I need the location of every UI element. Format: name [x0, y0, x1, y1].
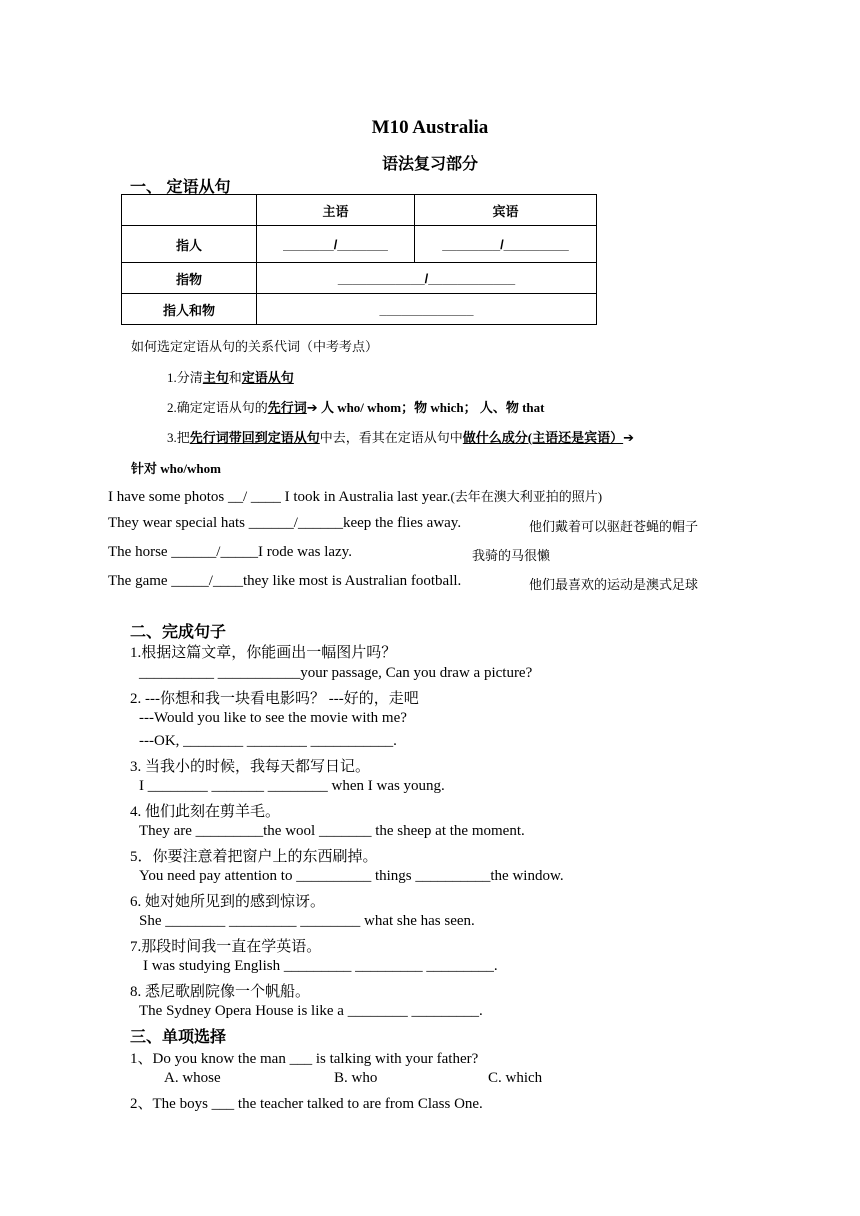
section1-heading: 一、 定语从句	[130, 179, 231, 196]
s2-q4-en: They are _________the wool _______ the sheep at the moment.	[139, 823, 525, 839]
table-header-object: 宾语	[415, 195, 597, 226]
section2-heading: 二、完成句子	[130, 624, 227, 641]
s2-q7-en: I was studying English _________ _________ _________.	[143, 958, 498, 974]
step-3: 3.把先行词带回到定语从句中去，看其在定语从句中做什么成分(主语还是宾语）➔	[167, 430, 635, 446]
s2-q3-zh: 3. 当我小的时候，我每天都写日记。	[130, 759, 371, 775]
s2-q6-zh: 6. 她对她所见到的感到惊讶。	[130, 894, 326, 910]
how-to-note: 如何选定定语从句的关系代词（中考考点）	[131, 339, 379, 354]
right-arrow-icon: ➔	[306, 401, 318, 416]
row-label-thing: 指物	[122, 263, 257, 294]
row-label-person: 指人	[122, 226, 257, 263]
s2-q5-zh: 5．你要注意着把窗户上的东西刷掉。	[130, 849, 378, 865]
cell-person-thing-merged: _____________	[257, 294, 597, 325]
example-3: The horse ______/_____I rode was lazy.	[108, 544, 352, 560]
right-arrow-icon: ➔	[623, 431, 635, 446]
focus-label: 针对 who/whom	[131, 461, 221, 476]
relative-pronoun-table	[121, 194, 597, 325]
step-2: 2.确定定语从句的先行词➔ 人 who/ whom；物 which； 人、物 that	[167, 400, 545, 416]
cell-person-object: ________/_________	[415, 226, 597, 263]
s3-q2: 2、The boys ___ the teacher talked to are from Class One.	[130, 1096, 483, 1112]
s3-q1-option-a: A. whose	[164, 1070, 221, 1086]
s2-q3-en: I ________ _______ ________ when I was young.	[139, 778, 445, 794]
example-2: They wear special hats ______/______keep the flies away.	[108, 515, 462, 531]
table-header-empty	[122, 195, 257, 226]
page-subtitle: 语法复习部分	[381, 156, 478, 173]
cell-person-subject: _______/_______	[257, 226, 415, 263]
s2-q7-zh: 7.那段时间我一直在学英语。	[130, 939, 322, 955]
example-2-zh: 他们戴着可以驱赶苍蝇的帽子	[529, 519, 699, 534]
s2-q6-en: She ________ _________ ________ what she has seen.	[139, 913, 475, 929]
s2-q2-en-b: ---OK, ________ ________ ___________.	[139, 733, 397, 749]
example-4: The game _____/____they like most is Australian football.	[108, 573, 462, 589]
example-1: I have some photos __/ ____ I took in Australia last year.(去年在澳大利亚拍的照片)	[108, 489, 603, 505]
row-label-person-and-thing: 指人和物	[122, 294, 257, 325]
s3-q1: 1、Do you know the man ___ is talking with your father?	[130, 1051, 479, 1067]
s2-q4-zh: 4. 他们此刻在剪羊毛。	[130, 804, 281, 820]
s2-q2-zh: 2. ---你想和我一块看电影吗？ ---好的，走吧	[130, 691, 419, 707]
example-4-zh: 他们最喜欢的运动是澳式足球	[529, 577, 699, 592]
s3-q1-option-b: B. who	[334, 1070, 378, 1086]
s3-q1-option-c: C. which	[488, 1070, 543, 1086]
section3-heading: 三、单项选择	[130, 1029, 227, 1046]
cell-thing-merged: ____________/____________	[257, 263, 597, 294]
example-3-zh: 我骑的马很懒	[472, 548, 551, 563]
s2-q8-en: The Sydney Opera House is like a ________ _________.	[139, 1003, 483, 1019]
s2-q1-zh: 1.根据这篇文章，你能画出一幅图片吗？	[130, 645, 397, 661]
s2-q1-en: __________ ___________your passage, Can you draw a picture?	[139, 665, 533, 681]
table-header-subject: 主语	[257, 195, 415, 226]
step-1: 1.分清主句和定语从句	[167, 370, 294, 385]
s2-q8-zh: 8. 悉尼歌剧院像一个帆船。	[130, 984, 311, 1000]
s2-q2-en-a: ---Would you like to see the movie with me?	[139, 710, 407, 726]
s2-q5-en: You need pay attention to __________ things __________the window.	[139, 868, 564, 884]
page-title: M10 Australia	[371, 117, 489, 138]
